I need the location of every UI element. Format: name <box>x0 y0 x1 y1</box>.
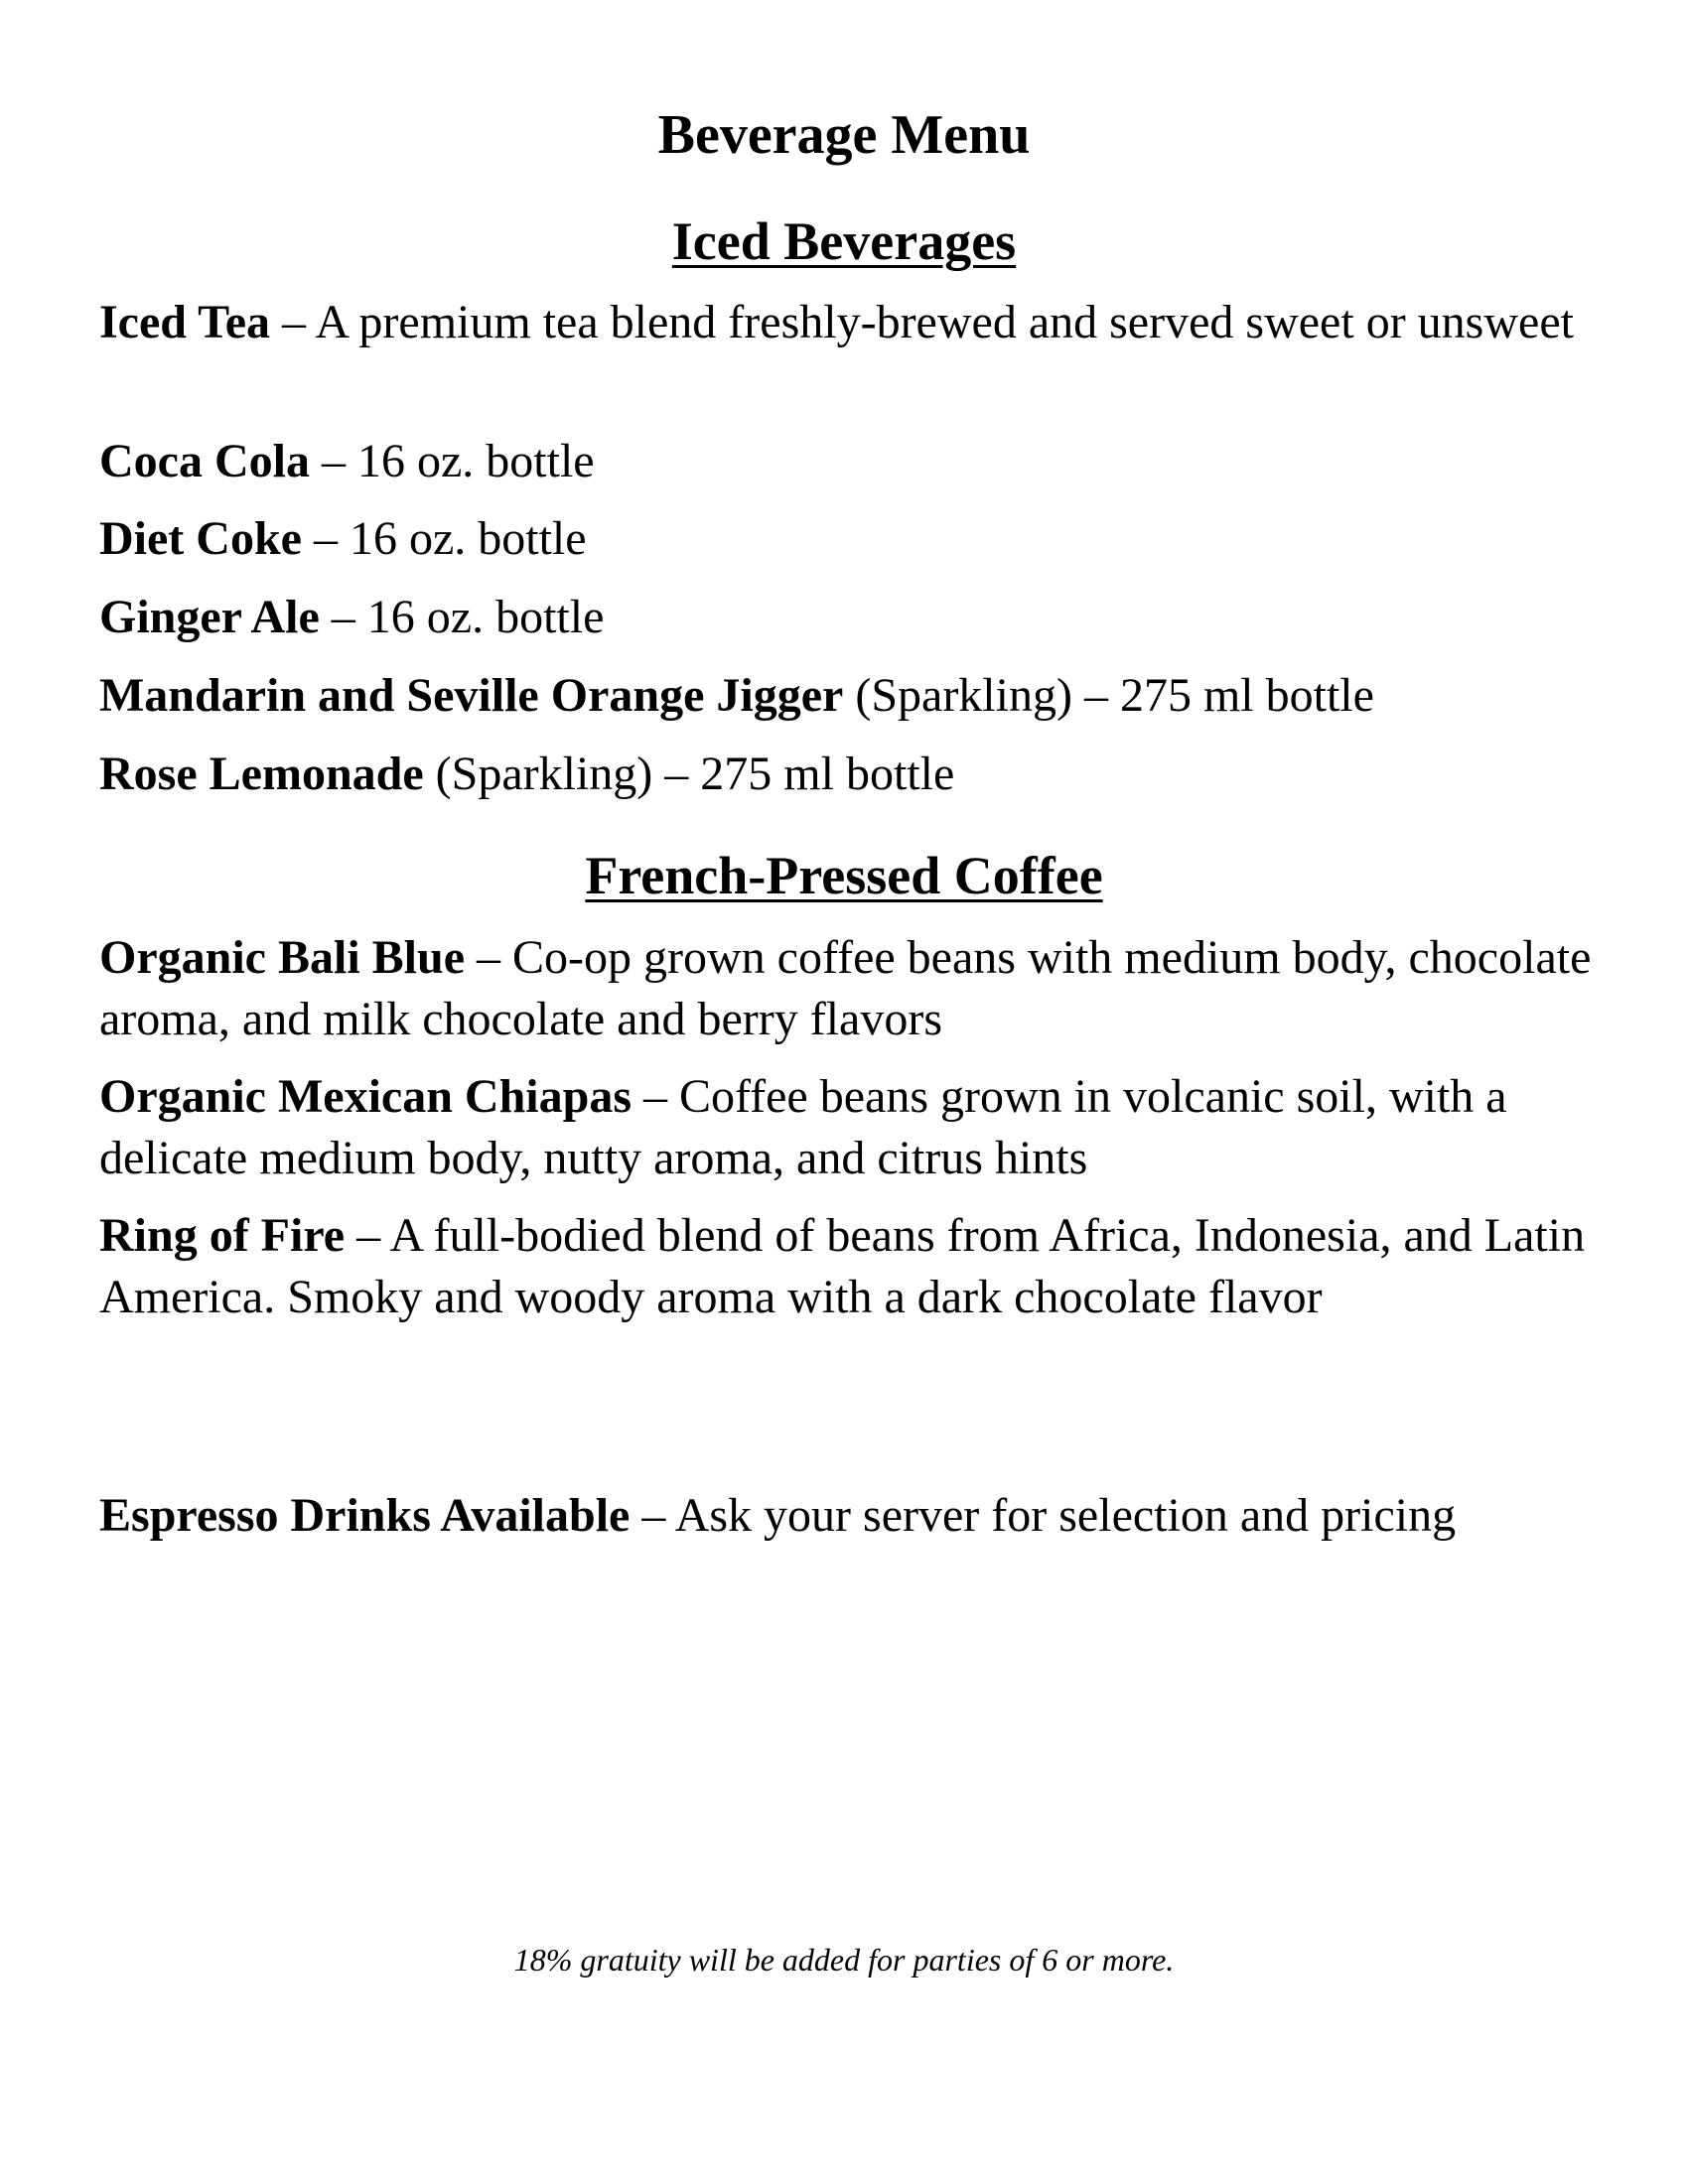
item-separator: – <box>270 296 316 348</box>
item-detail: Coffee beans grown in volcanic soil, with a delicate medium body, nutty aroma, and citrus hints <box>99 1070 1507 1184</box>
item-separator: – <box>309 435 357 487</box>
item-separator: – <box>1071 669 1120 722</box>
item-detail: 16 oz. bottle <box>366 591 605 643</box>
menu-item-organic-mexican-chiapas <box>99 1066 1609 1189</box>
item-name: Organic Bali Blue <box>99 931 466 984</box>
gratuity-note: 18% gratuity will be added for parties of 6 or more. <box>513 1942 1175 1978</box>
item-name: Organic Mexican Chiapas <box>99 1070 632 1123</box>
item-detail: 16 oz. bottle <box>349 512 587 565</box>
menu-item-ginger-ale <box>99 587 1609 648</box>
item-name: Espresso Drinks Available <box>99 1489 631 1542</box>
menu-title: Beverage Menu <box>657 104 1031 166</box>
item-name: Diet Coke <box>99 512 302 565</box>
item-separator: – <box>632 1070 679 1123</box>
item-detail: Ask your server for selection and pricing <box>674 1489 1457 1542</box>
menu-item-rose-lemonade <box>99 744 1609 805</box>
item-detail: 16 oz. bottle <box>356 435 595 487</box>
menu-item-diet-coke <box>99 508 1609 570</box>
menu-item-ring-of-fire <box>99 1205 1609 1328</box>
item-detail: 275 ml bottle <box>1119 669 1374 722</box>
item-detail: Co-op grown coffee beans with medium body, chocolate aroma, and milk chocolate and berry flavors <box>99 931 1592 1045</box>
menu-item-espresso-drinks <box>99 1485 1609 1547</box>
menu-item-coca-cola <box>99 431 1609 492</box>
item-detail: A premium tea blend freshly-brewed and served sweet or unsweet <box>315 296 1574 348</box>
item-separator: – <box>345 1209 390 1262</box>
item-separator: – <box>630 1489 675 1542</box>
item-separator: – <box>319 591 367 643</box>
item-name: Coca Cola <box>99 435 310 487</box>
item-name: Ginger Ale <box>99 591 320 643</box>
item-detail: 275 ml bottle <box>700 748 955 800</box>
item-separator: – <box>465 931 513 984</box>
item-note: (Sparkling) <box>423 748 653 800</box>
item-separator: – <box>301 512 350 565</box>
menu-item-mandarin-orange-jigger <box>99 665 1609 727</box>
item-name: Iced Tea <box>99 296 271 348</box>
item-name: Rose Lemonade <box>99 748 424 800</box>
item-note: (Sparkling) <box>843 669 1072 722</box>
item-name: Ring of Fire <box>99 1209 346 1262</box>
section-heading-iced-beverages: Iced Beverages <box>671 211 1017 271</box>
menu-item-iced-tea <box>99 292 1609 353</box>
section-heading-french-pressed-coffee: French-Pressed Coffee <box>585 846 1103 905</box>
item-separator: – <box>652 748 701 800</box>
item-detail: A full-bodied blend of beans from Africa, Indonesia, and Latin America. Smoky and woody aroma with a dark chocolate flavor <box>99 1209 1586 1323</box>
menu-item-organic-bali-blue <box>99 927 1609 1050</box>
item-name: Mandarin and Seville Orange Jigger <box>99 669 844 722</box>
